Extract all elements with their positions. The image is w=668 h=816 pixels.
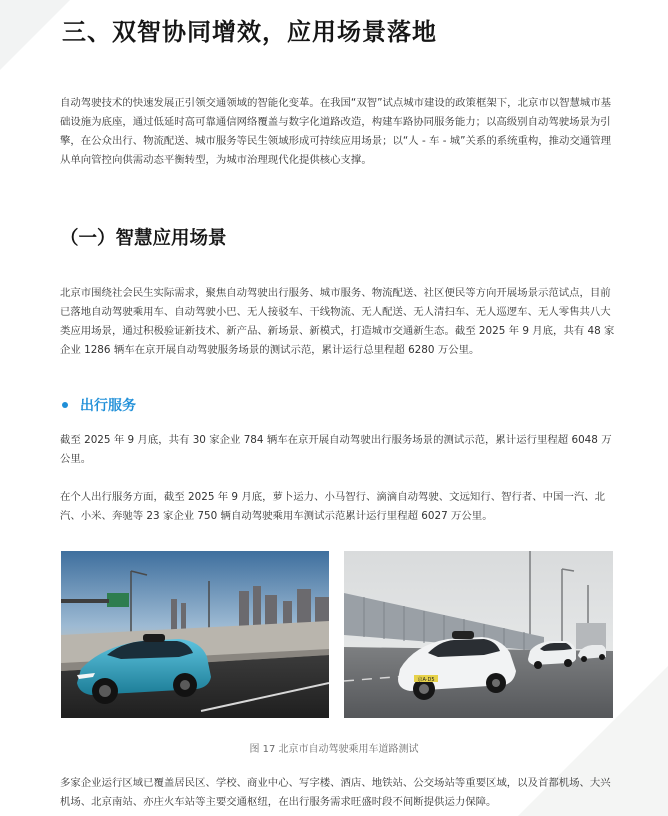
figure-photo-left [61,551,329,718]
intro-paragraph: 自动驾驶技术的快速发展正引领交通领域的智能化变革。在我国“双智”试点城市建设的政策框架下，北京市以智慧城市基础设施为底座，通过低延时高可靠通信网络覆盖与数字化道路改造，构建车路协同服务能力；以高级别自动驾驶场景为引擎，在公众出行、物流配送、城市服务等民生领域形成可持续应用场景；以“人 - 车 - 城”关系的系统重构，推动交通管理从单向管控向供需动态平衡转型，为城市治理现代化提供核心支撑。 [60,97,612,166]
figure-photo-right [344,551,613,718]
section-paragraph: 北京市围绕社会民生实际需求，聚焦自动驾驶出行服务、城市服务、物流配送、社区便民等方向开展场景示范试点，目前已落地自动驾驶乘用车、自动驾驶小巴、无人接驳车、干线物流、无人配送、无人清扫车、无人巡逻车、无人零售共八大类应用场景，通过积极验证新技术、新产品、新场景、新模式，打造城市交通新生态。截至 2025 年 9 月底，共有 48 家企业 1286 辆车在京开展自动驾驶服务场景的测试示范，累计运行总里程超 6280 万公里。 [60,287,615,356]
section-title: （一）智慧应用场景 [60,228,227,249]
closing-paragraph: 多家企业运行区域已覆盖居民区、学校、商业中心、写字楼、酒店、地铁站、公交场站等重要区域，以及首都机场、大兴机场、北京南站、亦庄火车站等主要交通枢纽，在出行服务需求旺盛时段不间断提供运力保障。 [60,777,611,808]
figure-caption: 图 17 北京市自动驾驶乘用车道路测试 [249,744,419,755]
license-plate: 京A·D5 [417,677,435,683]
corner-decoration-top [0,0,70,70]
page-title: 三、双智协同增效，应用场景落地 [62,18,437,46]
subsection-title: 出行服务 [80,398,136,414]
bullet-icon [62,402,68,408]
subsection-heading [60,395,136,415]
subsection-paragraph-2: 在个人出行服务方面，截至 2025 年 9 月底，萝卜运力、小马智行、滴滴自动驾驶、文远知行、智行者、中国一汽、北汽、小米、奔驰等 23 家企业 750 辆自动驾驶乘用车测试示范累计运行里程超 6027 万公里。 [60,491,606,522]
subsection-paragraph-1: 截至 2025 年 9 月底，共有 30 家企业 784 辆车在京开展自动驾驶出行服务场景的测试示范，累计运行里程超 6048 万公里。 [60,434,612,465]
